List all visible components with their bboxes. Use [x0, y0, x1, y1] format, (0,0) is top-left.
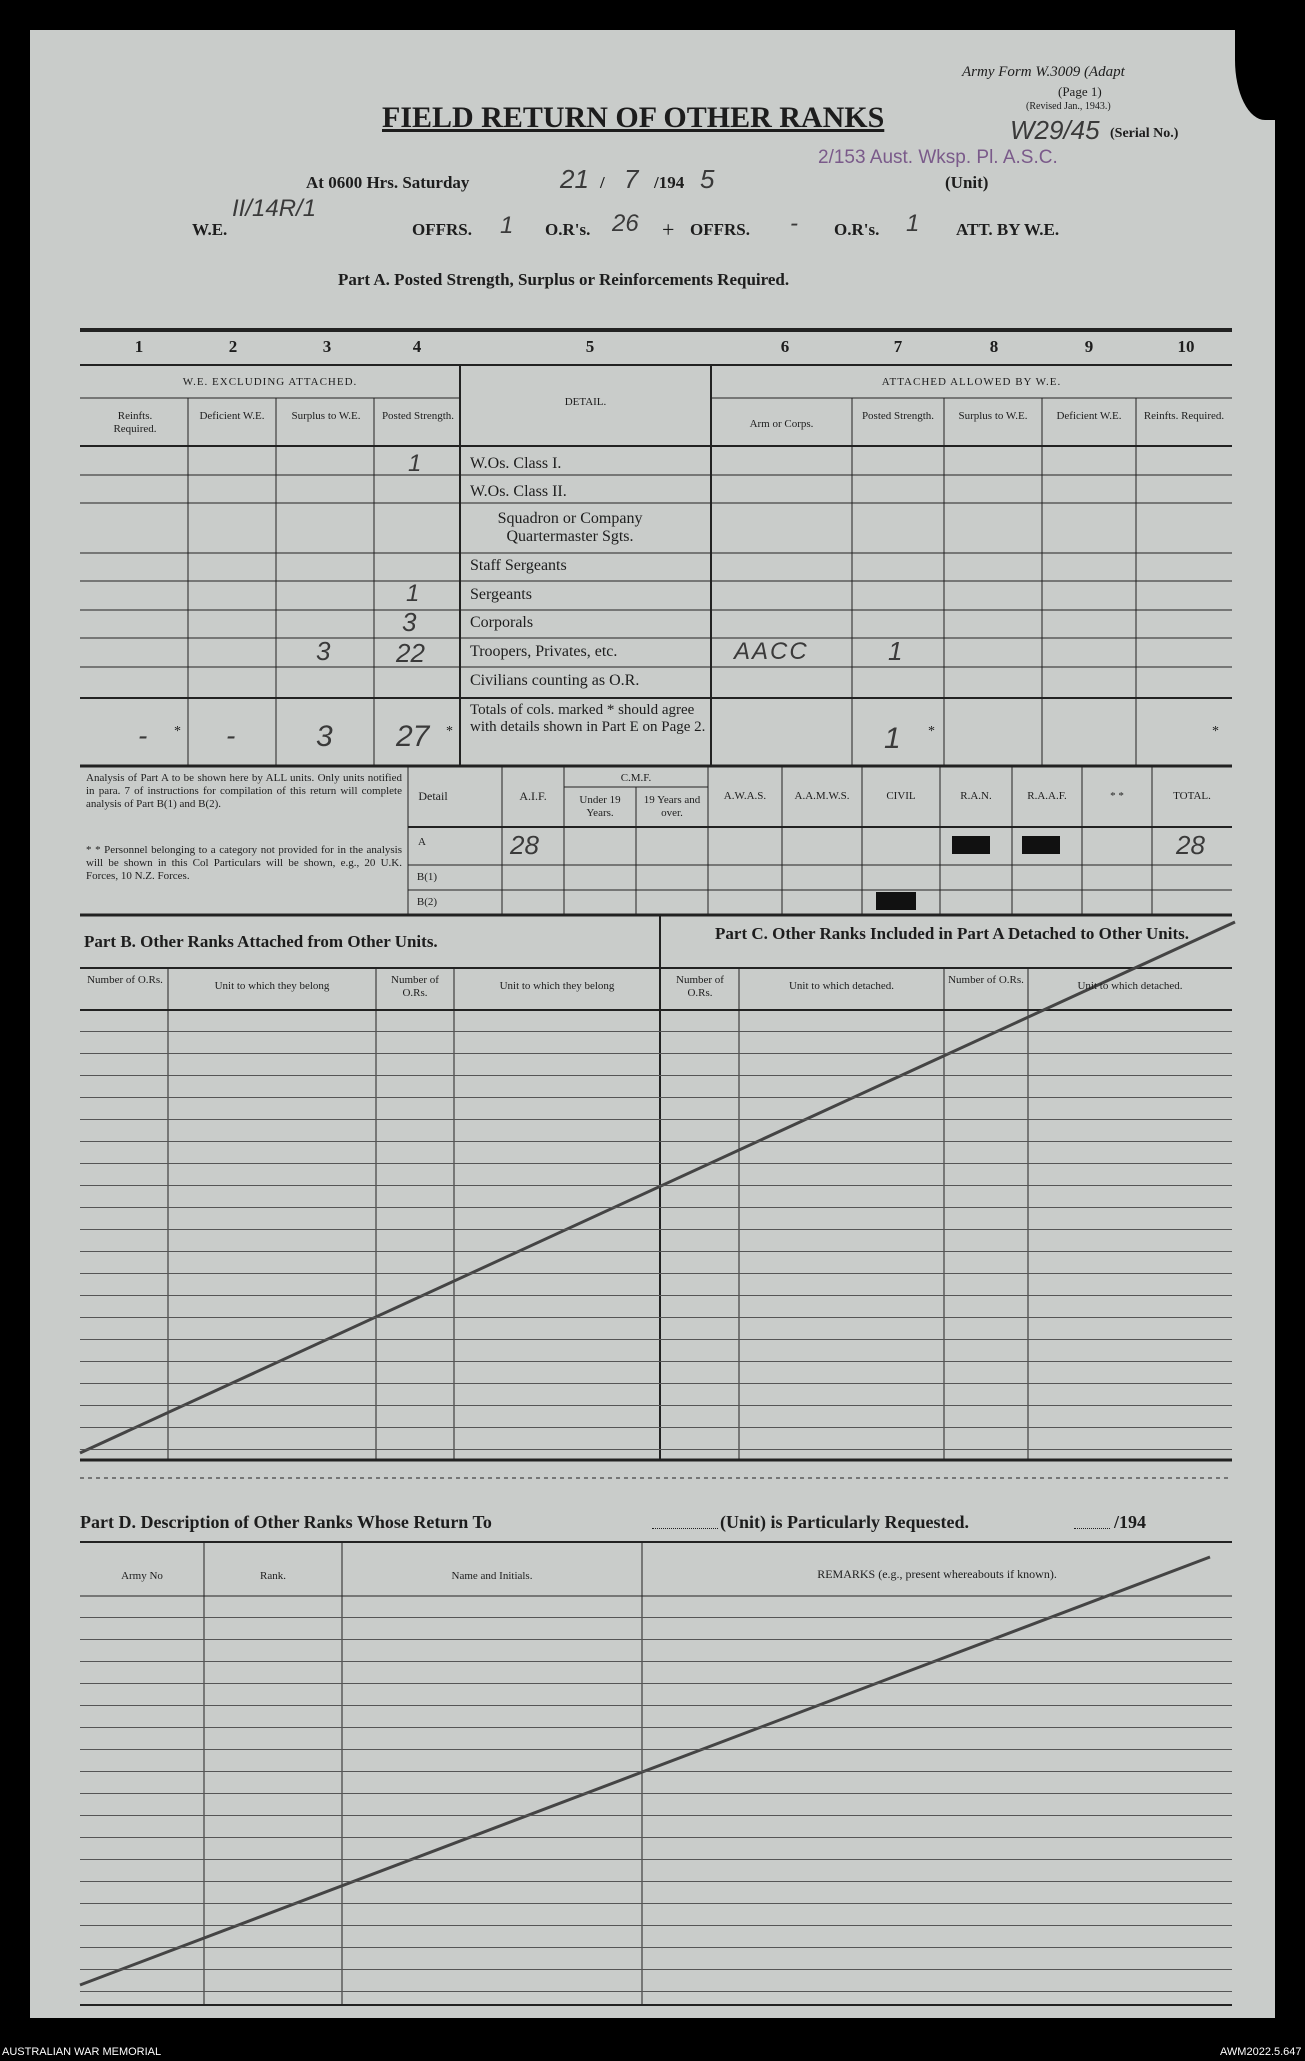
analysis-row-a: A [418, 836, 426, 848]
hdr-att-surplus: Surplus to W.E. [958, 410, 1028, 422]
analysis-note-1: Analysis of Part A to be shown here by ALL units. Only units notified in para. 7 of instructions for compilation of this return will complete analysis of Part B(1) and B(2). [86, 772, 402, 810]
analysis-awas: A.W.A.S. [723, 790, 767, 802]
row-detail: Staff Sergeants [470, 557, 567, 574]
col-num-4: 4 [412, 337, 422, 356]
part-c-title: Part C. Other Ranks Included in Part A Detached to Other Units. [715, 924, 1189, 943]
analysis-civil: CIVIL [886, 790, 916, 802]
part-d-title: Part D. Description of Other Ranks Whose Return To [80, 1512, 492, 1532]
form-page: (Page 1) [1058, 84, 1102, 99]
part-d-date-tail: /194 [1114, 1512, 1147, 1532]
redaction-raaf [1022, 836, 1060, 854]
arm-troopers: AACC [734, 638, 809, 665]
part-c-unit-1: Unit to which detached. [788, 980, 895, 992]
date-month: 7 [624, 164, 639, 194]
footer-left: AUSTRALIAN WAR MEMORIAL [2, 2046, 162, 2058]
form-revised: (Revised Jan., 1943.) [1026, 101, 1111, 112]
offrs2-label: OFFRS. [690, 220, 750, 239]
total-reinfts-att-star: * [1212, 724, 1219, 739]
total-posted: 27 [396, 720, 430, 753]
part-a-title: Part A. Posted Strength, Surplus or Reinforcements Required. [338, 270, 790, 289]
analysis-ran: R.A.N. [960, 790, 992, 802]
hdr-arm: Arm or Corps. [749, 418, 814, 430]
analysis-note-2: * * Personnel belonging to a category not provided for in the analysis will be shown in this Col Particulars will be shown, e.g., 20 U.K. Forces, 10 N.Z. Forces. [86, 844, 402, 882]
total-posted-star: * [446, 724, 453, 739]
analysis-total-a: 28 [1176, 830, 1205, 860]
posted-sergeants: 1 [406, 580, 420, 607]
serial-label: (Serial No.) [1110, 126, 1179, 141]
hdr-surplus: Surplus to W.E. [291, 410, 361, 422]
date-year: /194 [654, 173, 685, 192]
ors-label: O.R's. [545, 220, 591, 239]
part-c-num-2: Number of O.Rs. [948, 974, 1024, 986]
analysis-aamws: A.A.M.W.S. [794, 790, 850, 802]
col-num-5: 5 [585, 337, 595, 356]
we-label: W.E. [192, 220, 228, 239]
unit-stamp: 2/153 Aust. Wksp. Pl. A.S.C. [818, 147, 1058, 168]
part-d-name: Name and Initials. [451, 1570, 533, 1582]
analysis-raaf: R.A.A.F. [1027, 790, 1067, 802]
row-detail: Sergeants [470, 586, 532, 603]
part-b-num-2: Number of O.Rs. [391, 974, 439, 999]
part-b-title: Part B. Other Ranks Attached from Other Units. [84, 932, 438, 951]
part-b-unit-2: Unit to which they belong [499, 980, 615, 992]
col-num-6: 6 [780, 337, 790, 356]
row-detail: Troopers, Privates, etc. [470, 643, 618, 660]
analysis-row-b1: B(1) [416, 871, 438, 883]
total-att-star: * [928, 724, 935, 739]
analysis-cmf: C.M.F. [620, 772, 652, 784]
at-label: At 0600 Hrs. Saturday [306, 173, 470, 192]
part-d-unit-blank [652, 1528, 718, 1529]
offrs2-value: - [790, 210, 798, 237]
hdr-att-deficient: Deficient W.E. [1056, 410, 1122, 422]
we-excluding-header: W.E. EXCLUDING ATTACHED. [182, 376, 358, 388]
part-c-unit-2: Unit to which detached. [1077, 980, 1183, 992]
analysis-aif-a: 28 [510, 830, 539, 860]
part-bc-rules [80, 1010, 1232, 1460]
attached-allowed-header: ATTACHED ALLOWED BY W.E. [881, 376, 1062, 388]
posted-wo1: 1 [408, 450, 422, 477]
row-detail: W.Os. Class I. [470, 455, 562, 472]
page-title: FIELD RETURN OF OTHER RANKS [382, 101, 885, 134]
redaction-ran [952, 836, 990, 854]
analysis-stars: * * [1110, 790, 1124, 802]
col-num-2: 2 [228, 337, 238, 356]
ors2-value: 1 [906, 210, 920, 237]
serial-value: W29/45 [1010, 115, 1100, 145]
part-d-rank: Rank. [260, 1570, 286, 1582]
detail-header: DETAIL. [564, 396, 607, 408]
hdr-deficient: Deficient W.E. [199, 410, 265, 422]
row-detail: Squadron or Company Quartermaster Sgts. [497, 510, 643, 545]
date-sep: / [600, 173, 605, 192]
date-day: 21 [560, 164, 589, 194]
ors-value: 26 [612, 210, 639, 237]
total-reinfts-star: * [174, 724, 181, 739]
ors2-label: O.R's. [834, 220, 880, 239]
total-att-posted: 1 [884, 722, 901, 755]
part-c-num-1: Number of O.Rs. [676, 974, 724, 999]
col-num-8: 8 [989, 337, 999, 356]
part-d-remarks: REMARKS (e.g., present whereabouts if known). [817, 1567, 1057, 1581]
row-detail: Civilians counting as O.R. [470, 672, 640, 689]
plus-sign: + [662, 217, 675, 242]
col-num-10: 10 [1177, 337, 1195, 356]
hdr-posted: Posted Strength. [381, 410, 455, 422]
hdr-att-reinfts: Reinfts. Required. [1143, 410, 1225, 422]
surplus-troopers: 3 [316, 636, 331, 666]
hdr-att-posted: Posted Strength. [861, 410, 935, 422]
totals-text: Totals of cols. marked * should agree with details shown in Part E on Page 2. [470, 702, 706, 735]
total-surplus: 3 [316, 720, 333, 753]
unit-label: (Unit) [945, 173, 989, 192]
col-num-7: 7 [893, 337, 903, 356]
att-label: ATT. BY W.E. [956, 220, 1060, 239]
offrs-value: 1 [500, 212, 514, 239]
form-name: Army Form W.3009 (Adapt [962, 64, 1125, 80]
posted-troopers: 22 [396, 638, 425, 668]
analysis-aif: A.I.F. [519, 789, 547, 803]
offrs-label: OFFRS. [412, 220, 472, 239]
redaction-civil [876, 892, 916, 910]
analysis-over19: 19 Years and over. [643, 794, 701, 819]
analysis-row-b2: B(2) [416, 896, 438, 908]
part-b-num-1: Number of O.Rs. [87, 974, 163, 986]
part-d-title-tail: (Unit) is Particularly Requested. [720, 1512, 969, 1532]
row-detail: W.Os. Class II. [470, 483, 567, 500]
hdr-reinfts: Reinfts. Required. [113, 410, 157, 435]
part-d-army-no: Army No [121, 1570, 163, 1582]
col-num-9: 9 [1084, 337, 1094, 356]
part-d-rules [80, 1596, 1232, 2005]
col-num-1: 1 [134, 337, 144, 356]
col-num-3: 3 [322, 337, 332, 356]
part-b-unit-1: Unit to which they belong [214, 980, 330, 992]
total-reinfts: - [138, 720, 148, 751]
footer-right: AWM2022.5.647 [1220, 2046, 1302, 2058]
row-detail: Corporals [470, 614, 534, 631]
posted-corporals: 3 [402, 607, 417, 637]
date-year-suffix: 5 [700, 164, 715, 194]
analysis-total: TOTAL. [1173, 790, 1211, 802]
part-d-date-blank [1074, 1528, 1110, 1529]
total-deficient: - [226, 720, 236, 751]
analysis-detail: Detail [418, 789, 448, 803]
att-posted-troopers: 1 [888, 636, 903, 666]
we-value: II/14R/1 [232, 195, 317, 222]
analysis-under19: Under 19 Years. [579, 794, 621, 819]
